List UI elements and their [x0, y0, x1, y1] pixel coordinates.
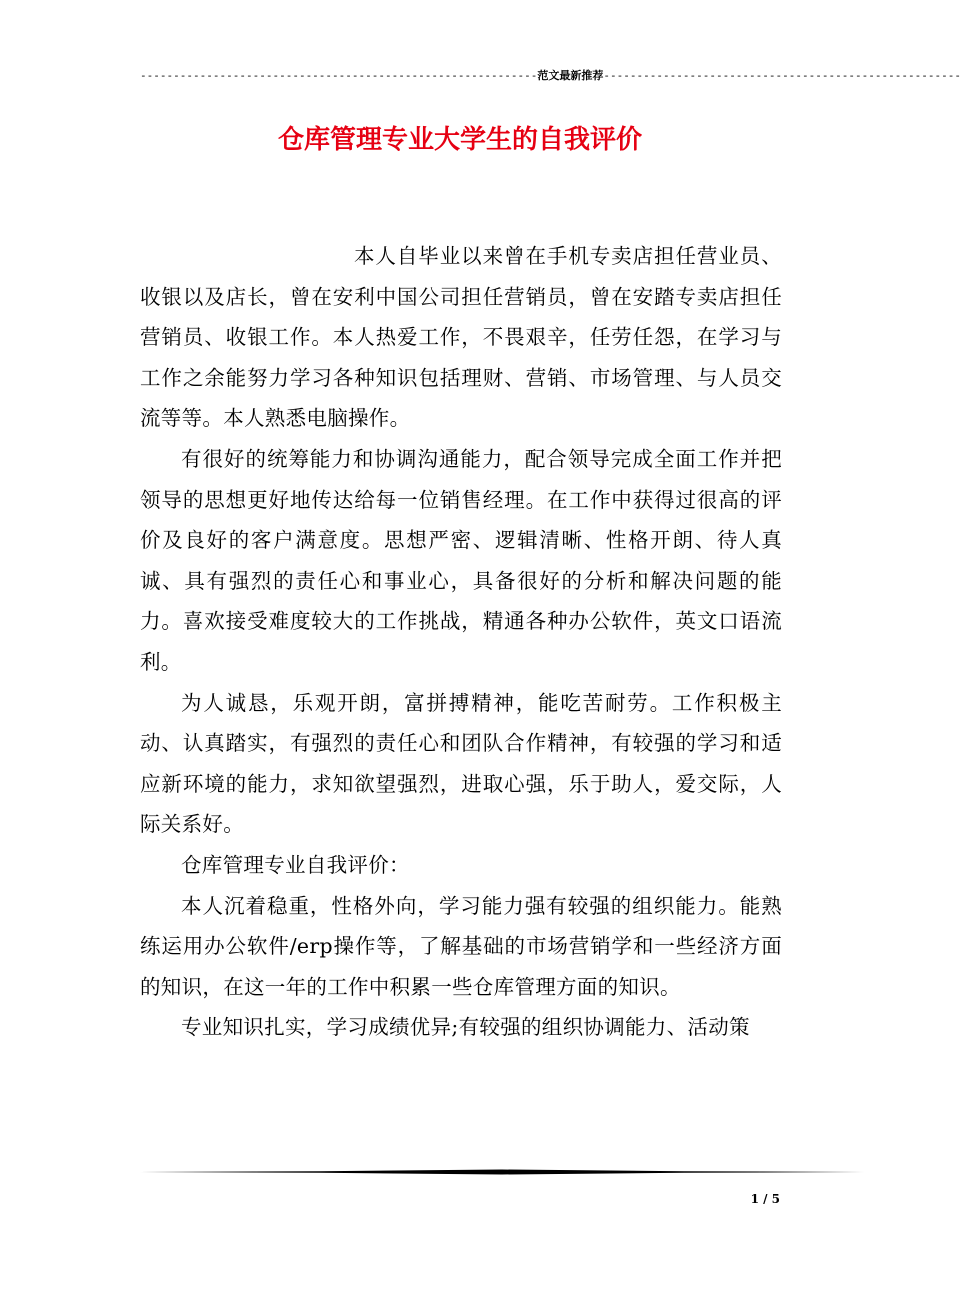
paragraph-4: 本人沉着稳重，性格外向，学习能力强有较强的组织能力。能熟练运用办公软件/erp操作等，了解基础的市场营销学和一些经济方面的知识，在这一年的工作中积累一些仓库管理方面的知识。	[140, 893, 782, 999]
footer-rule	[140, 1168, 864, 1176]
section-heading: 仓库管理专业自我评价：	[181, 852, 410, 877]
document-body	[140, 236, 782, 1048]
paragraph-3: 为人诚恳，乐观开朗，富拼搏精神，能吃苦耐劳。工作积极主动、认真踏实，有强烈的责任心和团队合作精神，有较强的学习和适应新环境的能力，求知欲望强烈，进取心强，乐于助人，爱交际，人际关系好。	[140, 690, 782, 837]
paragraph-1: 本人自毕业以来曾在手机专卖店担任营业员、收银以及店长，曾在安利中国公司担任营销员，曾在安踏专卖店担任营销员、收银工作。本人热爱工作，不畏艰辛，任劳任怨，在学习与工作之余能努力学习各种知识包括理财、营销、市场管理、与人员交流等等。本人熟悉电脑操作。	[140, 244, 782, 431]
header-dashes-left: ------------------------------------------------------------	[140, 69, 538, 82]
header-text: 范文最新推荐	[537, 69, 604, 82]
paragraph-5: 专业知识扎实，学习成绩优异;有较强的组织协调能力、活动策	[181, 1015, 750, 1040]
header-dashes-right: ------------------------------------------------------	[603, 69, 961, 82]
paragraph-2: 有很好的统筹能力和协调沟通能力，配合领导完成全面工作并把领导的思想更好地传达给每一位销售经理。在工作中获得过很高的评价及良好的客户满意度。思想严密、逻辑清晰、性格开朗、待人真诚、具有强烈的责任心和事业心，具备很好的分析和解决问题的能力。喜欢接受难度较大的工作挑战，精通各种办公软件，英文口语流利。	[140, 446, 782, 674]
page-header	[140, 66, 961, 86]
document-title: 仓库管理专业大学生的自我评价	[277, 125, 642, 155]
page-number: 1 / 5	[750, 1192, 780, 1206]
